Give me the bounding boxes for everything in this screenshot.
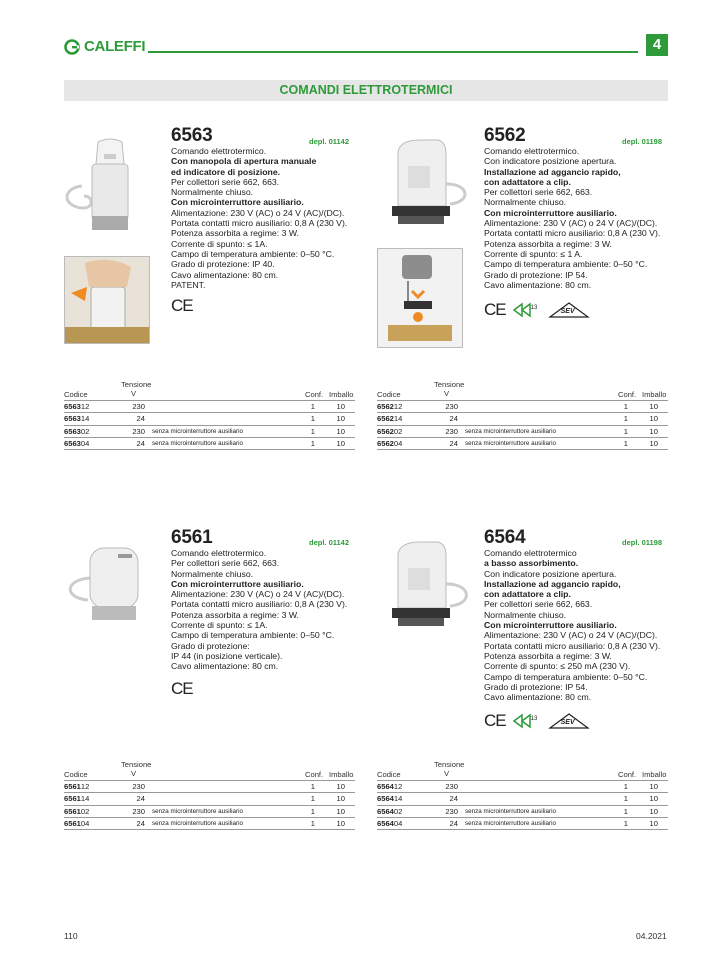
description-line: Normalmente chiuso. <box>484 197 567 208</box>
cell-code <box>64 402 89 411</box>
cell-note: senza microinterruttore ausiliario <box>465 427 556 435</box>
cell-note: senza microinterruttore ausiliario <box>152 807 243 815</box>
code-suffix: 02 <box>393 806 403 816</box>
description-line: Installazione ad aggancio rapido, <box>484 578 621 589</box>
description-line: Campo di temperatura ambiente: 0–50 °C. <box>171 248 335 259</box>
brand-logo <box>64 38 145 55</box>
cell-conf: 1 <box>310 438 315 448</box>
table-header <box>64 380 355 400</box>
cell-conf: 1 <box>623 818 628 828</box>
cell-code <box>377 439 402 448</box>
description-line: Normalmente chiuso. <box>171 187 254 198</box>
col-imballo: Imballo <box>329 770 354 779</box>
description-line: Portata contatti micro ausiliario: 0,8 A (230 V). <box>171 599 348 610</box>
actuator-6561-icon <box>64 528 160 628</box>
table-6563 <box>64 380 355 450</box>
col-codice: Codice <box>64 390 88 399</box>
cell-voltage: 230 <box>132 782 145 791</box>
code-suffix: 12 <box>80 402 90 411</box>
cell-imballo: 10 <box>649 794 658 804</box>
cell-voltage: 24 <box>449 794 458 804</box>
description-line: Con microinterruttore ausiliario. <box>171 197 304 208</box>
col-volt: V <box>131 389 137 398</box>
description-6562 <box>484 146 660 290</box>
description-line: Cavo alimentazione: 80 cm. <box>484 692 592 703</box>
col-conf: Conf. <box>305 770 324 779</box>
col-imballo: Imballo <box>329 390 354 399</box>
installation-image-6562 <box>377 248 463 348</box>
table-row <box>64 792 355 804</box>
brand-name: CALEFFI <box>84 38 146 55</box>
description-line: Alimentazione: 230 V (AC) o 24 V (AC)/(DC). <box>171 589 345 600</box>
description-line: PATENT. <box>171 279 206 290</box>
table-row <box>377 792 668 804</box>
approval-mark: 13 <box>512 301 542 319</box>
cell-voltage: 230 <box>445 402 458 411</box>
cell-voltage: 24 <box>449 818 458 828</box>
col-conf: Conf. <box>618 770 637 779</box>
code-suffix: 12 <box>80 782 90 791</box>
description-line: Per collettori serie 662, 663. <box>171 558 280 569</box>
depl-6562: depl. 01198 <box>622 137 663 146</box>
cell-conf: 1 <box>623 438 628 448</box>
description-line: Portata contatti micro ausiliario: 0,8 A (230 V). <box>484 228 661 239</box>
cell-imballo: 10 <box>336 818 345 828</box>
code-base: 6564 <box>377 806 394 816</box>
description-line: Comando elettrotermico. <box>484 146 580 156</box>
col-tensione: Tensione <box>434 380 465 389</box>
depl-6561: depl. 01142 <box>309 538 350 547</box>
cell-imballo: 10 <box>336 426 345 436</box>
description-line: Portata contatti micro ausiliario: 0,8 A (230 V). <box>484 640 661 651</box>
cell-voltage: 230 <box>445 806 458 816</box>
description-line: Campo di temperatura ambiente: 0–50 °C. <box>171 630 335 641</box>
description-line: con adattatore a clip. <box>484 176 571 187</box>
cell-code <box>377 819 402 828</box>
table-6564 <box>377 760 668 830</box>
cell-imballo: 10 <box>336 794 345 804</box>
approval-mark: 13 <box>512 712 542 730</box>
cell-voltage: 230 <box>445 782 458 791</box>
description-line: con adattatore a clip. <box>484 589 571 600</box>
description-line: Normalmente chiuso. <box>171 568 254 579</box>
code-suffix: 14 <box>80 794 90 804</box>
description-line: IP 44 (in posizione verticale). <box>171 650 283 661</box>
description-line: Campo di temperatura ambiente: 0–50 °C. <box>484 259 648 270</box>
cell-code <box>377 807 402 816</box>
cell-conf: 1 <box>310 782 315 791</box>
description-line: Potenza assorbita a regime: 3 W. <box>171 609 299 620</box>
description-line: Con indicatore posizione apertura. <box>484 156 617 167</box>
description-line: Cavo alimentazione: 80 cm. <box>171 661 279 672</box>
header-rule <box>148 51 638 53</box>
description-line: Alimentazione: 230 V (AC) o 24 V (AC)/(DC). <box>484 630 658 641</box>
table-header <box>64 760 355 780</box>
code-suffix: 02 <box>393 426 403 436</box>
cell-conf: 1 <box>623 426 628 436</box>
cell-voltage: 24 <box>136 438 145 448</box>
page-number: 110 <box>64 931 78 941</box>
cell-code <box>64 427 89 436</box>
code-base: 6561 <box>64 806 81 816</box>
cell-voltage: 24 <box>449 414 458 424</box>
cell-imballo: 10 <box>649 438 658 448</box>
code-suffix: 04 <box>393 818 403 828</box>
code-base: 6562 <box>377 414 394 424</box>
description-line: Potenza assorbita a regime: 3 W. <box>484 238 612 249</box>
cell-voltage: 230 <box>132 402 145 411</box>
clip-install-icon <box>378 249 462 347</box>
cell-imballo: 10 <box>649 806 658 816</box>
description-line: Potenza assorbita a regime: 3 W. <box>484 650 612 661</box>
product-code-6561: 6561 <box>171 527 213 548</box>
table-header <box>377 760 668 780</box>
description-line: Cavo alimentazione: 80 cm. <box>484 279 592 290</box>
code-base: 6563 <box>64 438 81 448</box>
description-6561 <box>171 548 347 672</box>
code-base: 6564 <box>377 794 394 804</box>
table-row <box>64 425 355 437</box>
description-line: Campo di temperatura ambiente: 0–50 °C. <box>484 671 648 682</box>
col-conf: Conf. <box>305 390 324 399</box>
code-base: 6561 <box>64 794 81 804</box>
description-line: Alimentazione: 230 V (AC) o 24 V (AC)/(DC). <box>484 218 658 229</box>
ce-mark: CE <box>484 300 506 319</box>
description-line: Corrente di spunto: ≤ 250 mA (230 V). <box>484 661 631 672</box>
certifications-6561 <box>171 679 193 699</box>
description-line: Con microinterruttore ausiliario. <box>171 578 304 589</box>
description-line: Comando elettrotermico. <box>171 146 267 156</box>
cell-code <box>377 794 402 803</box>
description-line: Per collettori serie 662, 663. <box>484 187 593 198</box>
cell-code <box>64 819 89 828</box>
actuator-6563-icon <box>64 126 160 238</box>
code-base: 6562 <box>377 426 394 436</box>
description-line: Normalmente chiuso. <box>484 609 567 620</box>
description-line: Portata contatti micro ausiliario: 0,8 A (230 V). <box>171 218 348 229</box>
hand-install-icon <box>65 257 149 343</box>
cell-code <box>64 807 89 816</box>
code-base: 6564 <box>377 782 394 791</box>
cell-conf: 1 <box>310 818 315 828</box>
product-code-6562: 6562 <box>484 125 526 146</box>
code-base: 6564 <box>377 818 394 828</box>
cell-imballo: 10 <box>649 402 658 411</box>
product-image-6563 <box>64 126 160 238</box>
description-line: Per collettori serie 662, 663. <box>171 176 280 187</box>
table-row <box>377 817 668 830</box>
code-suffix: 12 <box>393 402 403 411</box>
cell-conf: 1 <box>623 402 628 411</box>
cell-imballo: 10 <box>336 806 345 816</box>
cell-code <box>64 782 89 791</box>
cell-voltage: 230 <box>445 426 458 436</box>
cell-note: senza microinterruttore ausiliario <box>465 439 556 447</box>
description-line: Corrente di spunto: ≤ 1 A. <box>484 248 583 259</box>
table-6561 <box>64 760 355 830</box>
cell-imballo: 10 <box>336 402 345 411</box>
actuator-6564-icon <box>380 528 476 638</box>
cell-conf: 1 <box>623 806 628 816</box>
description-line: Cavo alimentazione: 80 cm. <box>171 269 279 280</box>
table-row <box>377 780 668 792</box>
description-line: a basso assorbimento. <box>484 558 579 569</box>
edition-date: 04.2021 <box>636 931 667 941</box>
actuator-6562-icon <box>380 126 476 236</box>
table-row <box>377 425 668 437</box>
cell-conf: 1 <box>623 414 628 424</box>
description-line: Grado di protezione: IP 40. <box>171 259 275 270</box>
description-line: Comando elettrotermico. <box>171 548 267 558</box>
table-row <box>377 805 668 817</box>
ce-mark: CE <box>171 296 193 315</box>
code-base: 6562 <box>377 438 394 448</box>
table-row <box>377 400 668 412</box>
cell-voltage: 230 <box>132 806 145 816</box>
sev-mark: SEV <box>548 301 590 319</box>
description-line: Comando elettrotermico <box>484 548 577 558</box>
caleffi-logo-icon <box>64 39 80 55</box>
description-line: Con microinterruttore ausiliario. <box>484 620 617 631</box>
code-base: 6563 <box>64 402 81 411</box>
table-header <box>377 380 668 400</box>
cell-code <box>377 414 402 423</box>
col-codice: Codice <box>377 390 401 399</box>
chapter-number: 4 <box>646 34 668 56</box>
cell-voltage: 24 <box>136 414 145 424</box>
code-suffix: 04 <box>80 818 90 828</box>
cell-conf: 1 <box>623 794 628 804</box>
product-image-6564 <box>380 528 476 638</box>
cell-note: senza microinterruttore ausiliario <box>152 819 243 827</box>
col-tensione: Tensione <box>121 760 152 769</box>
cell-imballo: 10 <box>649 414 658 424</box>
description-line: Con indicatore posizione apertura. <box>484 568 617 579</box>
cell-code <box>377 402 402 411</box>
table-row <box>64 805 355 817</box>
ce-mark: CE <box>171 679 193 698</box>
cell-conf: 1 <box>310 806 315 816</box>
cell-imballo: 10 <box>336 438 345 448</box>
code-suffix: 14 <box>80 414 90 424</box>
description-line: Installazione ad aggancio rapido, <box>484 166 621 177</box>
installation-image-6563 <box>64 256 150 344</box>
col-imballo: Imballo <box>642 390 667 399</box>
description-line: ed indicatore di posizione. <box>171 166 281 177</box>
cell-conf: 1 <box>310 402 315 411</box>
col-codice: Codice <box>377 770 401 779</box>
cell-note: senza microinterruttore ausiliario <box>152 439 243 447</box>
ce-mark: CE <box>484 711 506 730</box>
col-volt: V <box>131 769 137 778</box>
table-row <box>377 437 668 450</box>
col-tensione: Tensione <box>434 760 465 769</box>
description-line: Con manopola di apertura manuale <box>171 156 317 167</box>
cell-note: senza microinterruttore ausiliario <box>152 427 243 435</box>
cell-imballo: 10 <box>649 782 658 791</box>
cell-voltage: 24 <box>136 794 145 804</box>
table-row <box>64 817 355 830</box>
table-row <box>64 400 355 412</box>
code-suffix: 02 <box>80 806 90 816</box>
product-code-6564: 6564 <box>484 527 526 548</box>
depl-6563: depl. 01142 <box>309 137 350 146</box>
product-image-6561 <box>64 528 160 628</box>
description-line: Grado di protezione: <box>171 640 250 651</box>
certifications-6563 <box>171 296 193 316</box>
code-base: 6563 <box>64 426 81 436</box>
code-suffix: 14 <box>393 794 403 804</box>
code-suffix: 14 <box>393 414 403 424</box>
cell-note: senza microinterruttore ausiliario <box>465 819 556 827</box>
code-suffix: 02 <box>80 426 90 436</box>
description-line: Grado di protezione: IP 54. <box>484 269 588 280</box>
col-codice: Codice <box>64 770 88 779</box>
cell-imballo: 10 <box>649 818 658 828</box>
code-base: 6562 <box>377 402 394 411</box>
code-suffix: 04 <box>80 438 90 448</box>
code-suffix: 12 <box>393 782 403 791</box>
col-imballo: Imballo <box>642 770 667 779</box>
cell-imballo: 10 <box>336 414 345 424</box>
certifications-6562 <box>484 300 590 320</box>
cell-conf: 1 <box>310 794 315 804</box>
table-row <box>64 780 355 792</box>
code-suffix: 04 <box>393 438 403 448</box>
description-6563 <box>171 146 347 290</box>
cell-conf: 1 <box>623 782 628 791</box>
table-row <box>377 412 668 424</box>
description-line: Corrente di spunto: ≤ 1A. <box>171 620 268 631</box>
certifications-6564 <box>484 711 590 731</box>
product-image-6562 <box>380 126 476 236</box>
table-row <box>64 437 355 450</box>
description-line: Corrente di spunto: ≤ 1A. <box>171 238 268 249</box>
cell-imballo: 10 <box>649 426 658 436</box>
cell-code <box>377 427 402 436</box>
table-row <box>64 412 355 424</box>
cell-code <box>64 794 89 803</box>
cell-conf: 1 <box>310 426 315 436</box>
description-line: Potenza assorbita a regime: 3 W. <box>171 228 299 239</box>
depl-6564: depl. 01198 <box>622 538 663 547</box>
description-line: Con microinterruttore ausiliario. <box>484 207 617 218</box>
description-line: Grado di protezione: IP 54. <box>484 681 588 692</box>
cell-voltage: 24 <box>449 438 458 448</box>
cell-voltage: 24 <box>136 818 145 828</box>
cell-conf: 1 <box>310 414 315 424</box>
product-code-6563: 6563 <box>171 125 213 146</box>
table-6562 <box>377 380 668 450</box>
cell-code <box>377 782 402 791</box>
cell-voltage: 230 <box>132 426 145 436</box>
code-base: 6561 <box>64 818 81 828</box>
code-base: 6563 <box>64 414 81 424</box>
cell-code <box>64 439 89 448</box>
section-title: COMANDI ELETTROTERMICI <box>279 83 453 97</box>
col-tensione: Tensione <box>121 380 152 389</box>
col-conf: Conf. <box>618 390 637 399</box>
description-line: Alimentazione: 230 V (AC) o 24 V (AC)/(DC). <box>171 207 345 218</box>
cell-note: senza microinterruttore ausiliario <box>465 807 556 815</box>
col-volt: V <box>444 769 450 778</box>
code-base: 6561 <box>64 782 81 791</box>
cell-imballo: 10 <box>336 782 345 791</box>
description-line: Per collettori serie 662, 663. <box>484 599 593 610</box>
cell-code <box>64 414 89 423</box>
description-6564 <box>484 548 660 702</box>
col-volt: V <box>444 389 450 398</box>
sev-mark: SEV <box>548 712 590 730</box>
